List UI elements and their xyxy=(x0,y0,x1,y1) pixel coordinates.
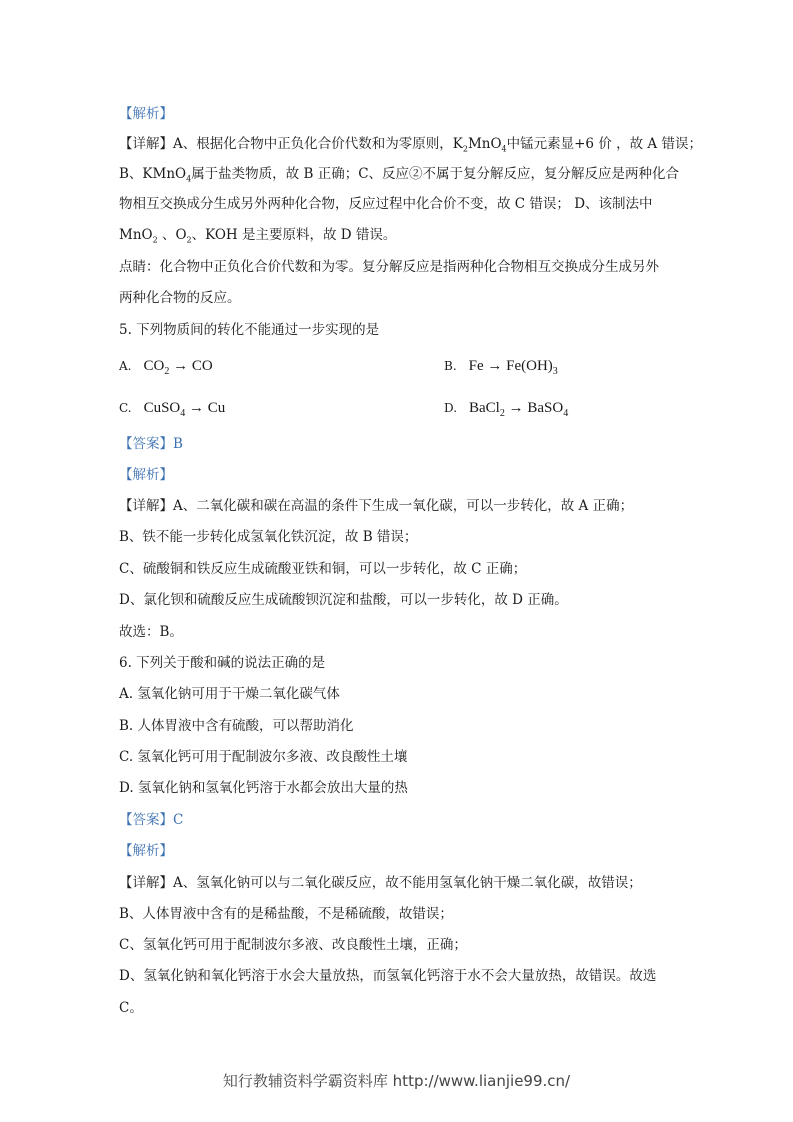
q5-analysis-tag: 【解析】 xyxy=(119,467,173,483)
q5-stem: 5. 下列物质间的转化不能通过一步实现的是 xyxy=(119,322,380,338)
q5-option-a: A. $CO_2$ → CO xyxy=(119,358,213,377)
arrow-icon: → xyxy=(189,400,205,416)
q5-option-b: B. $Fe \to Fe(OH)_3$ xyxy=(444,358,558,377)
q4-note-line-1: 点睛：化合物中正负化合价代数和为零。复分解反应是指两种化合物相互交换成分生成另外 xyxy=(119,259,659,275)
q4-detail-line-1: 【详解】A、根据化合物中正负化合价代数和为零原则，$K_2MnO_4$中锰元素显+6 价 ，故 A 错误； xyxy=(119,136,702,154)
q6-detail-line-3: C、氢氧化钙可用于配制波尔多液、改良酸性土壤，正确； xyxy=(119,937,467,953)
q4-detail-line-2: B、KMnO$_4$属于盐类物质，故 B 正确；C、反应②不属于复分解反应，复分解反应是两种化合 xyxy=(119,166,680,184)
q6-option-c: C. 氢氧化钙可用于配制波尔多液、改良酸性土壤 xyxy=(119,749,408,765)
q5-detail-tag: 【详解】 xyxy=(119,498,173,514)
q5-conclusion: 故选：B。 xyxy=(119,624,183,640)
q5-option-d: D. BaCl$_2$ → BaSO$_4$ xyxy=(444,400,569,419)
footer-watermark: 知行教辅资料学霸资料库 http://www.lianjie99.cn/ xyxy=(222,1072,571,1090)
arrow-icon: → xyxy=(508,400,524,416)
q6-option-d: D. 氢氧化钠和氢氧化钙溶于水都会放出大量的热 xyxy=(119,780,408,796)
q4-detail-line-3: 物相互交换成分生成另外两种化合物，反应过程中化合价不变，故 C 错误； D、该制法中 xyxy=(119,196,653,212)
q6-detail-line-4: D、氢氧化钠和氧化钙溶于水会大量放热，而氢氧化钙溶于水不会大量放热，故错误。故选 xyxy=(119,968,657,984)
q6-answer: 【答案】C xyxy=(119,812,184,828)
q6-detail-line-1: 【详解】A、氢氧化钠可以与二氧化碳反应，故不能用氢氧化钠干燥二氧化碳，故错误； xyxy=(119,875,642,891)
q6-option-b: B. 人体胃液中含有硫酸，可以帮助消化 xyxy=(119,718,354,734)
q5-detail-line-1: 【详解】A、二氧化碳和碳在高温的条件下生成一氧化碳，可以一步转化，故 A 正确； xyxy=(119,498,634,514)
q4-detail-line-4: MnO$_2$ 、$O_2$、KOH 是主要原料，故 D 错误。 xyxy=(119,227,397,245)
q5-detail-line-3: C、硫酸铜和铁反应生成硫酸亚铁和铜，可以一步转化，故 C 正确； xyxy=(119,561,527,577)
q4-detail-tag: 【详解】 xyxy=(119,136,173,152)
q5-detail-line-2: B、铁不能一步转化成氢氧化铁沉淀，故 B 错误； xyxy=(119,529,418,545)
q6-detail-tag: 【详解】 xyxy=(119,875,173,891)
q6-detail-line-2: B、人体胃液中含有的是稀盐酸，不是稀硫酸，故错误； xyxy=(119,906,453,922)
arrow-icon: → xyxy=(173,358,189,374)
q4-note-line-2: 两种化合物的反应。 xyxy=(119,290,241,306)
q4-analysis-tag: 【解析】 xyxy=(119,106,173,122)
q6-detail-line-5: C。 xyxy=(119,1000,143,1016)
q5-detail-line-4: D、氯化钡和硫酸反应生成硫酸钡沉淀和盐酸，可以一步转化，故 D 正确。 xyxy=(119,592,568,608)
q6-stem: 6. 下列关于酸和碱的说法正确的是 xyxy=(119,655,326,671)
q5-answer: 【答案】B xyxy=(119,436,183,452)
q6-analysis-tag: 【解析】 xyxy=(119,843,173,859)
arrow-icon: → xyxy=(487,358,503,374)
q6-option-a: A. 氢氧化钠可用于干燥二氧化碳气体 xyxy=(119,686,340,702)
q5-option-c: C. CuSO$_4$ → Cu xyxy=(119,400,226,419)
